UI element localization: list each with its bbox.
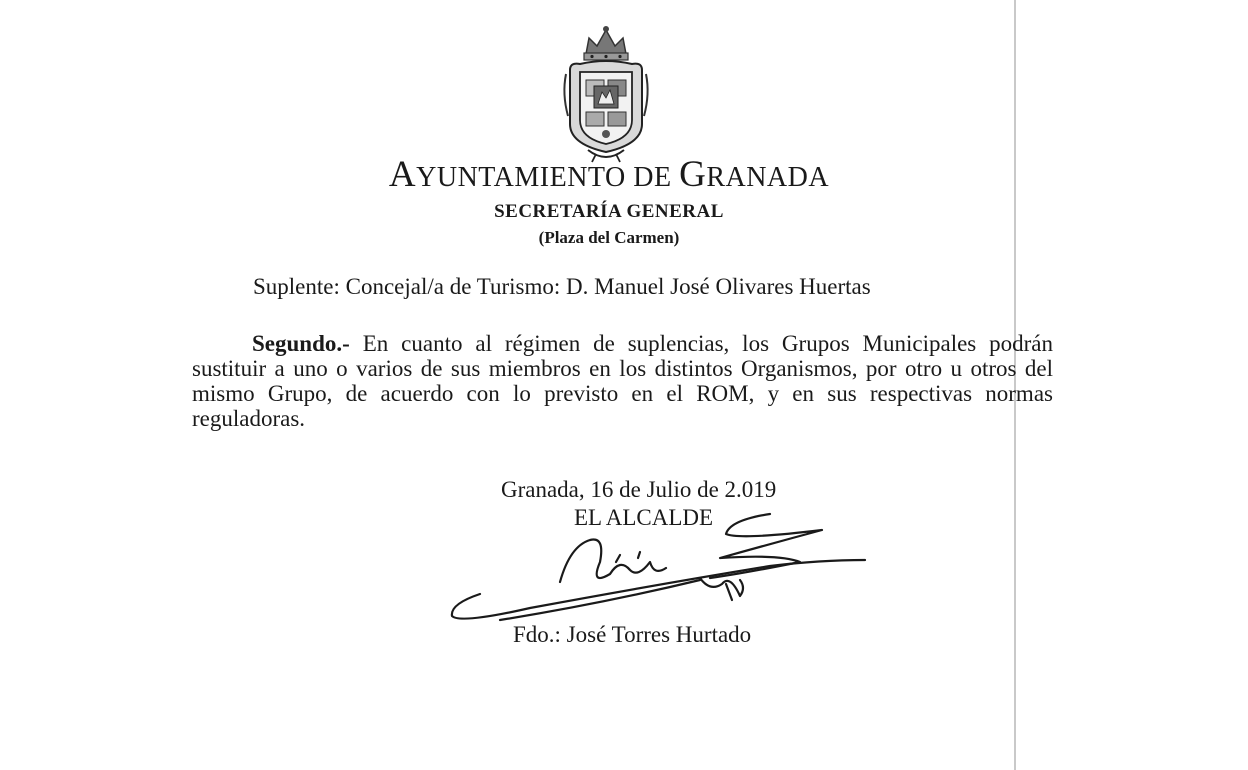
coat-of-arms-icon <box>556 24 656 164</box>
mayor-title: EL ALCALDE <box>574 505 714 530</box>
segundo-text: En cuanto al régimen de suplencias, los Grupos Municipales podrán sustituir a uno o varios de sus miembros en los distintos Organismos, por otro u otros del mismo Grupo, de acuerdo con lo previsto en el ROM, y en sus respectivas normas reguladoras. <box>192 331 1054 431</box>
segundo-label: Segundo.- <box>252 331 350 356</box>
address-heading: (Plaza del Carmen) <box>538 228 680 247</box>
department-heading: SECRETARÍA GENERAL <box>494 201 724 222</box>
signed-by-line: Fdo.: José Torres Hurtado <box>513 622 752 647</box>
institution-title: AYUNTAMIENTO DE GRANADA <box>388 154 830 195</box>
place-date: Granada, 16 de Julio de 2.019 <box>501 477 777 502</box>
suplente-line: Suplente: Concejal/a de Turismo: D. Manuel José Olivares Huertas <box>253 274 871 299</box>
handwritten-signature <box>440 500 880 635</box>
segundo-paragraph <box>192 331 1053 431</box>
